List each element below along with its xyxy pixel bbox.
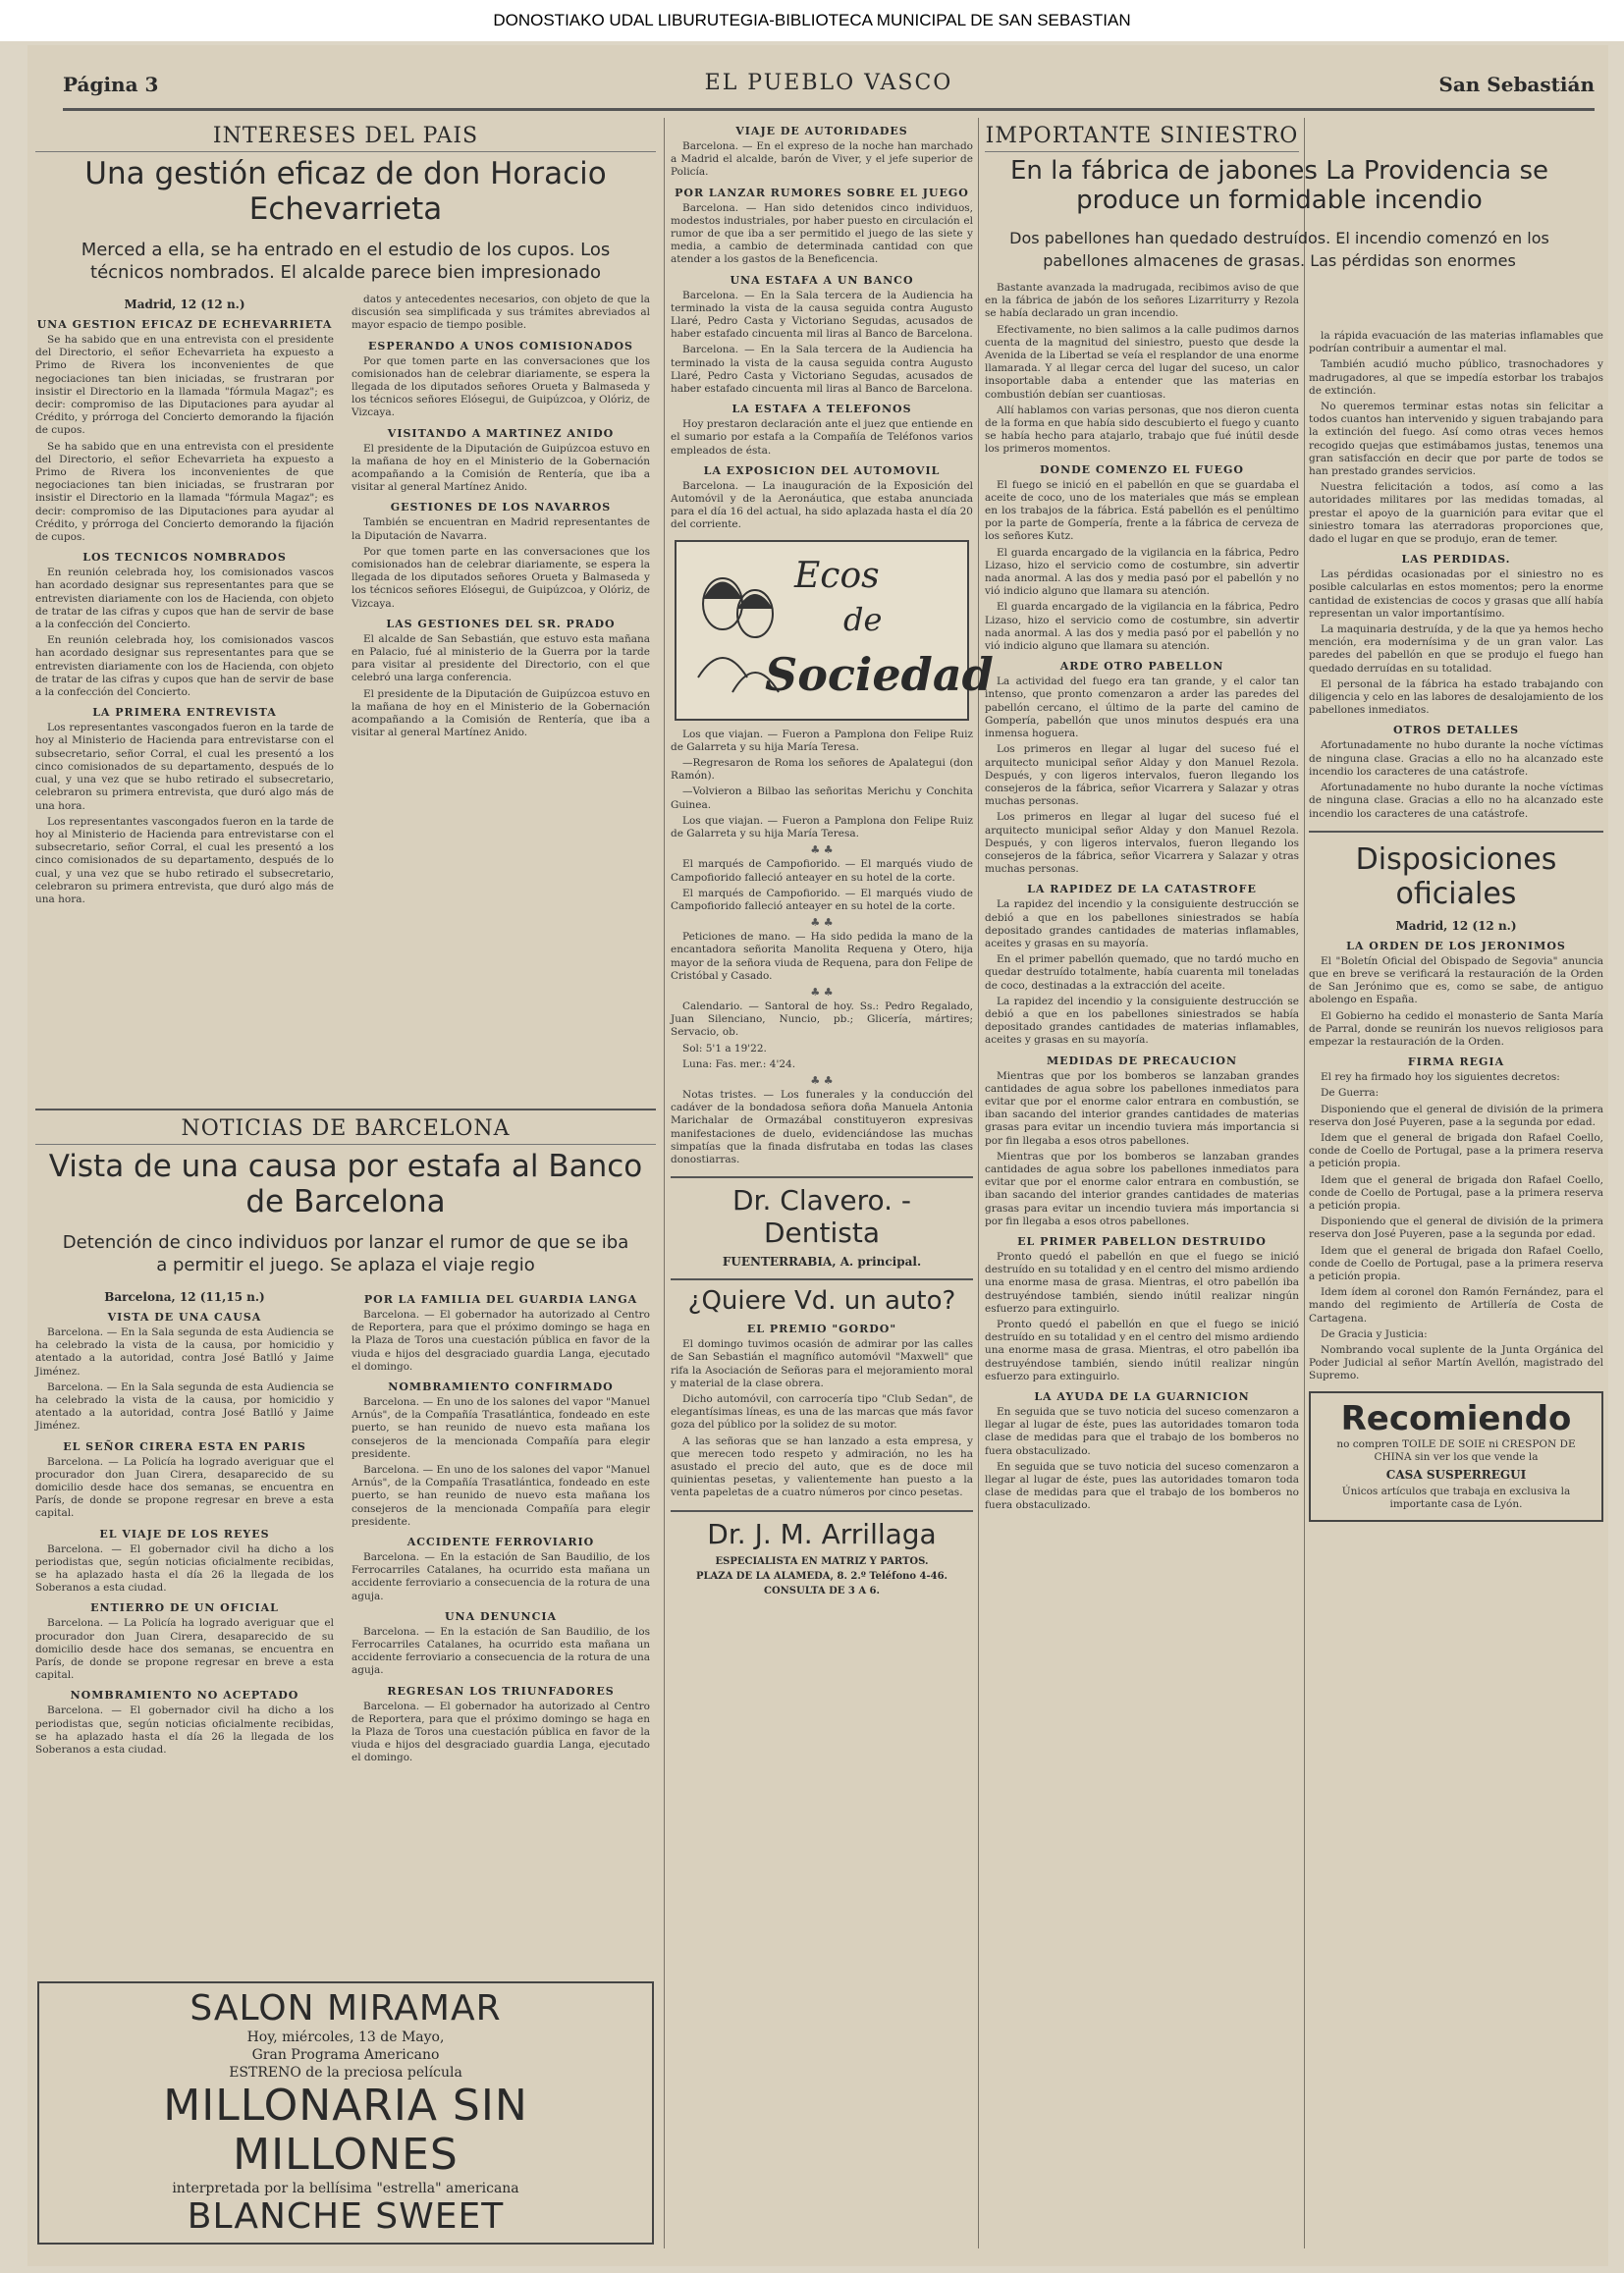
paragraph: Barcelona. — La inauguración de la Exposición del Automóvil y de la Aeronáutica, que estaba anunciada para el día 16 del actual, ha sido aplazada hasta el día 20 del corriente.	[671, 479, 973, 531]
subheading: ACCIDENTE FERROVIARIO	[406, 1536, 595, 1549]
paragraph: El presidente de la Diputación de Guipúzcoa estuvo en la mañana de hoy en el Ministerio de la Gobernación acompañando a la Comisión de Rentería, que iba a visitar al general Martínez Anido.	[352, 442, 650, 494]
paragraph: Los primeros en llegar al lugar del suceso fué el arquitecto municipal señor Alday y don Manuel Rezola. Después, y con ligeros intervalos, fueron llegando los consejeros de la fábrica, señor Vicarrera y Salazar y otras muchas personas.	[985, 811, 1299, 876]
paragraph: El Gobierno ha cedido el monasterio de Santa María de Parral, donde se reunirán los nuevos religiosos para empezar la restauración de la Orden.	[1309, 1009, 1603, 1048]
paragraph: datos y antecedentes necesarios, con objeto de que la discusión sea simplificada y sus trámites abreviados al mayor espacio de tiempo posible.	[352, 294, 650, 332]
paragraph: La maquinaria destruída, y de la que ya hemos hecho mención, era modernísima y de un gran valor. Las paredes del pabellón en que se produjo el fuego han quedado derruídas en su totalidad.	[1309, 623, 1603, 675]
section-heading: IMPORTANTE SINIESTRO	[985, 124, 1299, 152]
paragraph: El domingo tuvimos ocasión de admirar por las calles de San Sebastián el magnífico automóvil "Maxwell" que rifa la Asociación de Señoras para el mejoramiento moral y material de la clase obrera.	[671, 1338, 973, 1389]
subheading: EL PREMIO "GORDO"	[746, 1323, 897, 1336]
paragraph: Barcelona. — El gobernador civil ha dicho a los periodistas que, según noticias oficialmente recibidas, se ha aplazado hasta el día 26 la llegada de los Soberanos a esta ciudad.	[35, 1542, 334, 1595]
subheading: VIAJE DE AUTORIDADES	[735, 125, 908, 137]
section-heading: INTERESES DEL PAIS	[35, 124, 656, 152]
subheading: ARDE OTRO PABELLON	[1059, 660, 1224, 674]
paragraph: Por que tomen parte en las conversaciones que los comisionados han de celebrar diariamente, se espera la llegada de los diputados señores Orueta y Balmaseda y los técnicos señores Elósegui, de Guipúzcoa, y Olóriz, de Vizcaya.	[352, 545, 650, 610]
paragraph: Barcelona. — El gobernador civil ha dicho a los periodistas que, según noticias oficialmente recibidas, se ha aplazado hasta el día 26 la llegada de los Soberanos a esta ciudad.	[35, 1705, 334, 1757]
ad-line: no compren TOILE DE SOIE ni CRESPON DE CHINA sin ver los que vende la	[1336, 1437, 1576, 1463]
paragraph: El guarda encargado de la vigilancia en la fábrica, Pedro Lizaso, hizo el servicio como de costumbre, sin advertir nada anormal. A las dos y media pasó por el pabellón y no vió indicio alguno que llamara su atención.	[985, 601, 1299, 653]
paragraph: Los que viajan. — Fueron a Pamplona don Felipe Ruiz de Galarreta y su hija María Teresa.	[671, 814, 973, 840]
dateline: Barcelona, 12 (11,15 n.)	[104, 1290, 265, 1304]
paragraph: Hoy prestaron declaración ante el juez que entiende en el sumario por estafa a la Compañía de Teléfonos varios empleados de ésta.	[671, 418, 974, 457]
column-rule	[1304, 118, 1305, 2248]
paragraph: Afortunadamente no hubo durante la noche víctimas de ninguna clase. Gracias a ello no ha alcanzado este incendio los caracteres de una catástrofe.	[1309, 739, 1603, 778]
ad-program: Gran Programa Americano	[251, 2047, 440, 2063]
subheading: DONDE COMENZO EL FUEGO	[1039, 462, 1245, 476]
banner-text: Sociedad	[765, 647, 994, 701]
paragraph: Barcelona. — El gobernador ha autorizado al Centro de Reportera, para que el próximo domingo se haga en la Plaza de Toros una cuestación pública en favor de la viuda e hijos del desgraciado guardia Langa, ejecutado el domingo.	[352, 1309, 650, 1373]
paragraph: Mientras que por los bomberos se lanzaban grandes cantidades de agua sobre los pabellones inmediatos para evitar que por el enorme calor entrara en combustión, se iban sacando del interior grandes cantidades de materias grasas para evitar un incendio tuviera más importancia si por fin llegaba a esos otros pabellones.	[985, 1069, 1299, 1147]
subheading: LA ESTAFA A TELEFONOS	[731, 403, 912, 416]
article-deck: Merced a ella, se ha entrado en el estudio de los cupos. Los técnicos nombrados. El alcalde parece bien impresionado	[81, 240, 611, 283]
newspaper-page	[27, 45, 1608, 2266]
paragraph: Pronto quedó el pabellón en que el fuego se inició destruído en su totalidad y en el centro del mismo ardiendo una enorme masa de grasa. Mientras, el otro pabellón iba destruyéndose también, siendo inútil realizar ningún esfuerzo para extinguirlo.	[985, 1251, 1299, 1315]
subheading: UNA ESTAFA A UN BANCO	[730, 273, 914, 287]
subheading: LAS GESTIONES DEL SR. PRADO	[386, 617, 616, 630]
paragraph: Afortunadamente no hubo durante la noche víctimas de ninguna clase. Gracias a ello no ha alcanzado este incendio los caracteres de una catástrofe.	[1309, 782, 1603, 820]
ad-premiere: ESTRENO de la preciosa película	[229, 2065, 462, 2081]
article-subcolumn	[35, 1286, 334, 1759]
paragraph: Dicho automóvil, con carrocería tipo "Club Sedan", de elegantísimas líneas, es una de las marcas que más favor goza del público por la solidez de su motor.	[671, 1392, 973, 1432]
subheading: POR LA FAMILIA DEL GUARDIA LANGA	[363, 1293, 638, 1306]
ad-film-title: MILLONARIA SIN MILLONES	[163, 2081, 528, 2180]
dateline: Madrid, 12 (12 n.)	[124, 298, 245, 311]
paragraph: Disponiendo que el general de división de la primera reserva don José Puyeren, pase a la segunda por edad.	[1309, 1216, 1603, 1241]
doctor-advertisement: Dr. J. M. Arrillaga	[707, 1517, 937, 1550]
paragraph: Barcelona. — En la Sala tercera de la Audiencia ha terminado la vista de la causa seguida contra Augusto Llaré, Pedro Casta y Victoriano Segudas, acusados de haber estafado cincuenta mil liras al Banco de Barcelona.	[671, 289, 973, 341]
paragraph: Barcelona. — En la Sala segunda de esta Audiencia se ha celebrado la vista de la causa, por homicidio y atentado a la autoridad, contra José Batlló y Jaime Jiménez.	[35, 1380, 334, 1433]
ad-star: BLANCHE SWEET	[187, 2196, 505, 2237]
article-body	[35, 294, 656, 1099]
paragraph: Barcelona. — En la estación de San Baudilio, de los Ferrocarriles Catalanes, ha ocurrido esta mañana un accidente ferroviario a consecuencia de la rotura de una aguja.	[352, 1625, 650, 1677]
paragraph: Los representantes vascongados fueron en la tarde de hoy al Ministerio de Hacienda para entrevistarse con el subsecretario, señor Corral, el cual les presentó a los cinco comisionados de su departamento, después de lo cual, y una vez que se hubo retirado el subsecretario, celebraron su primera entrevista, que duró algo más de una hora.	[35, 815, 334, 905]
subheading: LA RAPIDEZ DE LA CATASTROFE	[1027, 883, 1257, 896]
paragraph: El personal de la fábrica ha estado trabajando con diligencia y celo en las labores de desalojamiento de los pabellones inmediatos.	[1309, 677, 1603, 717]
divider	[1309, 831, 1603, 833]
divider	[671, 1510, 973, 1512]
raffle-title: ¿Quiere Vd. un auto?	[687, 1286, 956, 1317]
paragraph: Se ha sabido que en una entrevista con el presidente del Directorio, el señor Echevarrieta ha expuesto a Primo de Rivera los inconvenientes de que negociaciones tan bien iniciadas, se frustraran por insistir el Directorio en la llamada "fórmula Magaz"; es decir: compromiso de las Diputaciones para ayudar al Crédito, y prórroga del Concierto demorando la fijación de cupos.	[35, 440, 334, 544]
recommendation-advertisement	[1309, 1391, 1603, 1523]
paragraph: Los representantes vascongados fueron en la tarde de hoy al Ministerio de Hacienda para entrevistarse con el subsecretario, señor Corral, el cual les presentó a los cinco comisionados de su departamento, después de lo cual, y una vez que se hubo retirado el subsecretario, celebraron su primera entrevista, que duró algo más de una hora.	[35, 722, 334, 812]
paragraph: No queremos terminar estas notas sin felicitar a todos cuantos han intervenido y siguen trabajando para la extinción del fuego. Así como otras veces hemos recogido quejas que estimábamos justas, tenemos una gran satisfacción en decir que por parte de todos se han prestado grandes servicios.	[1309, 401, 1603, 478]
subheading: EL PRIMER PABELLON DESTRUIDO	[1017, 1235, 1267, 1248]
ad-shop-name: CASA SUSPERREGUI	[1385, 1468, 1527, 1482]
paragraph: Las pérdidas ocasionadas por el siniestro no es posible calcularlas en estos momentos; pero la enorme cantidad de existencias de cocos y grasas que allí había representan un valor importantísimo.	[1309, 568, 1603, 620]
section-heading: NOTICIAS DE BARCELONA	[35, 1116, 656, 1145]
subheading: LA ORDEN DE LOS JERONIMOS	[1346, 939, 1566, 952]
paragraph: Barcelona. — En la Sala segunda de esta Audiencia se ha celebrado la vista de la causa, por homicidio y atentado a la autoridad, contra José Batlló y Jaime Jiménez.	[35, 1326, 334, 1378]
paragraph: Nombrando vocal suplente de la Junta Orgánica del Poder Judicial al señor Martín Avellón, magistrado del Supremo.	[1309, 1343, 1603, 1382]
ornament-icon: ♣ ♣	[810, 916, 834, 930]
paragraph: De Gracia y Justicia:	[1321, 1327, 1428, 1340]
subheading: LAS PERDIDAS.	[1401, 553, 1511, 567]
paragraph: Idem que el general de brigada don Rafael Coello, conde de Coello de Portugal, pase a la primera reserva a petición propia.	[1309, 1131, 1603, 1170]
newspaper-title: EL PUEBLO VASCO	[704, 71, 953, 95]
article-body	[35, 1286, 656, 1974]
paragraph: Disponiendo que el general de división de la primera reserva don José Puyeren, pase a la segunda por edad.	[1309, 1103, 1603, 1128]
paragraph: También acudió mucho público, trasnochadores y madrugadores, al que se impedía estorbar los trabajos de extinción.	[1309, 358, 1603, 397]
paragraph: Calendario. — Santoral de hoy. Ss.: Pedro Regalado, Juan Silenciano, Nuncio, pb.; Glicería, mártires; Servacio, ob.	[671, 1000, 973, 1039]
column-rule	[664, 118, 665, 2248]
paragraph: En reunión celebrada hoy, los comisionados vascos han acordado designar sus representantes para que se entrevisten diariamente con los de Hacienda, con objeto de tratar de las cifras y cupos que han de servir de base a la confección del Concierto.	[35, 634, 334, 699]
paragraph: Idem que el general de brigada don Rafael Coello, conde de Coello de Portugal, pase a la primera reserva a petición propia.	[1309, 1173, 1603, 1212]
ad-line: PLAZA DE LA ALAMEDA, 8. 2.º Teléfono 4-46.	[695, 1570, 948, 1582]
paragraph: Barcelona. — En la Sala tercera de la Audiencia ha terminado la vista de la causa seguida contra Augusto Llaré, Pedro Casta y Victoriano Segudas, acusados de haber estafado cincuenta mil liras al Banco de Barcelona.	[671, 344, 973, 396]
paragraph: De Guerra:	[1321, 1087, 1380, 1100]
divider	[671, 1278, 973, 1280]
ecos-de-sociedad-banner	[675, 540, 994, 721]
article-subcolumn	[35, 294, 334, 909]
paragraph: Por que tomen parte en las conversaciones que los comisionados han de celebrar diariamente, se espera la llegada de los diputados señores Orueta y Balmaseda y los técnicos señores Elósegui, de Guipúzcoa, y Olóriz, de Vizcaya.	[352, 354, 650, 419]
dateline: Madrid, 12 (12 n.)	[1395, 918, 1517, 933]
cinema-advertisement	[37, 1981, 654, 2245]
paragraph: También se encuentran en Madrid representantes de la Diputación de Navarra.	[352, 516, 650, 542]
paragraph: El fuego se inició en el pabellón en que se guardaba el aceite de coco, uno de los materiales que más se emplean en los trabajos de la fábrica. Está pabellón es el penúltimo por la parte de Gompería, frente a la fábrica de cerveza de los señores Kutz.	[985, 478, 1299, 543]
paragraph: Allí hablamos con varias personas, que nos dieron cuenta de la forma en que había sido descubierto el fuego y cuanto se había hecho para atajarlo, trabajo que fué inútil desde los primeros momentos.	[985, 404, 1299, 456]
paragraph: Efectivamente, no bien salimos a la calle pudimos darnos cuenta de la magnitud del siniestro, puesto que desde la Avenida de la Libertad se veía el resplandor de una enorme llamarada. Y al llegar cerca del lugar del suceso, un calor insoportable daba a entender que las materias en combustión debían ser cuantiosas.	[985, 323, 1299, 401]
subheading: LOS TECNICOS NOMBRADOS	[82, 551, 287, 565]
column-barcelona-society	[671, 118, 994, 2258]
ad-line: Únicos artículos que trabaja en exclusiva la importante casa de Lyón.	[1341, 1486, 1571, 1511]
paragraph: Bastante avanzada la madrugada, recibimos aviso de que en la fábrica de jabón de los señores Lizarriturry y Rezola se había declarado un gran incendio.	[985, 282, 1299, 320]
article-title: Una gestión eficaz de don Horacio Echevarrieta	[84, 156, 607, 227]
archive-banner: DONOSTIAKO UDAL LIBURUTEGIA-BIBLIOTECA MUNICIPAL DE SAN SEBASTIAN	[0, 0, 1624, 41]
paragraph: El guarda encargado de la vigilancia en la fábrica, Pedro Lizaso, hizo el servicio como de costumbre, sin advertir nada anormal. A las dos y media pasó por el pabellón y no vió indicio alguno que llamara su atención.	[985, 546, 1299, 598]
paragraph: Luna: Fas. mer.: 4'24.	[682, 1057, 796, 1070]
subheading: ENTIERRO DE UN OFICIAL	[90, 1601, 279, 1615]
ad-address: FUENTERRABIA, A. principal.	[722, 1255, 922, 1270]
subheading: REGRESAN LOS TRIUNFADORES	[387, 1684, 615, 1698]
paragraph: Pronto quedó el pabellón en que el fuego se inició destruído en su totalidad y en el centro del mismo ardiendo una enorme masa de grasa. Mientras, el otro pabellón iba destruyéndose también, siendo inútil realizar ningún esfuerzo para extinguirlo.	[985, 1319, 1299, 1382]
ad-interpreter: interpretada por la bellísima "estrella" americana	[172, 2181, 519, 2196]
column-rule	[978, 118, 979, 2248]
paragraph: la rápida evacuación de las materias inflamables que podrían contribuir a aumentar el mal.	[1309, 330, 1603, 355]
paragraph: El presidente de la Diputación de Guipúzcoa estuvo en la mañana de hoy en el Ministerio de la Gobernación acompañando a la Comisión de Rentería, que iba a visitar al general Martínez Anido.	[352, 687, 650, 739]
paragraph: La rapidez del incendio y la consiguiente destrucción se debió a que en los pabellones siniestrados se había depositado grandes cantidades de materias inflamables, aceites y grasas en su mayoría.	[985, 995, 1299, 1047]
ornament-icon: ♣ ♣	[810, 985, 834, 999]
paragraph: En reunión celebrada hoy, los comisionados vascos han acordado designar sus representantes para que se entrevisten diariamente con los de Hacienda, con objeto de tratar de las cifras y cupos que han de servir de base a la confección del Concierto.	[35, 567, 334, 631]
subheading: GESTIONES DE LOS NAVARROS	[390, 501, 612, 514]
subheading: MEDIDAS DE PRECAUCION	[1046, 1054, 1238, 1067]
paragraph: Barcelona. — En uno de los salones del vapor "Manuel Arnús", de la Compañía Trasatlántica, fondeado en este puerto, se han reunido de nuevo esta mañana los consejeros de la mencionada Compañía para elegir presidente.	[352, 1464, 650, 1528]
column-disposiciones	[1309, 330, 1603, 2258]
paragraph: Barcelona. — En el expreso de la noche han marchado a Madrid el alcalde, barón de Viver, y el jefe superior de Policía.	[671, 140, 973, 179]
paragraph: Mientras que por los bomberos se lanzaban grandes cantidades de agua sobre los pabellones inmediatos para evitar que por el enorme calor entrara en combustión, se iban sacando del interior grandes cantidades de materias grasas para evitar un incendio tuviera más importancia si por fin llegaba a esos otros pabellones.	[985, 1150, 1299, 1227]
ad-venue: SALON MIRAMAR	[189, 1988, 502, 2029]
paragraph: El marqués de Campofiorido. — El marqués viudo de Campofiorido falleció anteayer en su hotel de la corte.	[671, 858, 973, 884]
column-intereses	[35, 118, 656, 2258]
subheading: ESPERANDO A UNOS COMISIONADOS	[367, 339, 634, 352]
article-deck: Detención de cinco individuos por lanzar el rumor de que se iba a permitir el juego. Se aplaza el viaje regio	[62, 1232, 629, 1275]
paragraph: En seguida que se tuvo noticia del suceso comenzaron a llegar al lugar de éste, pues las autoridades tomaron toda clase de medidas para que el trabajo de los bomberos no fuera obstaculizado.	[985, 1406, 1299, 1457]
paragraph: Se ha sabido que en una entrevista con el presidente del Directorio, el señor Echevarrieta ha expuesto a Primo de Rivera los inconvenientes de que negociaciones tan bien iniciadas, se frustraran por insistir el Directorio en la llamada "fórmula Magaz"; es decir: compromiso de las Diputaciones para ayudar al Crédito, y prórroga del Concierto demorando la fijación de cupos.	[35, 334, 334, 437]
paragraph: —Regresaron de Roma los señores de Apalategui (don Ramón).	[671, 757, 973, 783]
subheading: POR LANZAR RUMORES SOBRE EL JUEGO	[675, 186, 969, 199]
paragraph: En seguida que se tuvo noticia del suceso comenzaron a llegar al lugar de éste, pues las autoridades tomaron toda clase de medidas para que el trabajo de los bomberos no fuera obstaculizado.	[985, 1460, 1299, 1512]
paragraph: Notas tristes. — Los funerales y la conducción del cadáver de la bondadosa señora doña Manuela Antonia Marichalar de Ormazábal constituyeron expresivas manifestaciones de duelo, evidenciándose las muchas simpatías que la finada disfrutaba en todas las clases donostiarras.	[671, 1088, 973, 1165]
paragraph: Barcelona. — La Policía ha logrado averiguar que el procurador don Juan Cirera, desaparecido de su domicilio desde hace dos semanas, se encuentra en París, de donde se propone regresar en breve a esta capital.	[35, 1455, 334, 1520]
ad-line: CONSULTA DE 3 A 6.	[764, 1585, 880, 1597]
subheading: VISTA DE UNA CAUSA	[107, 1311, 262, 1324]
paragraph: Idem que el general de brigada don Rafael Coello, conde de Coello de Portugal, pase a la primera reserva a petición propia.	[1309, 1244, 1603, 1282]
paragraph: Barcelona. — En la estación de San Baudilio, de los Ferrocarriles Catalanes, ha ocurrido esta mañana un accidente ferroviario a consecuencia de la rotura de una aguja.	[352, 1551, 650, 1602]
paragraph: A las señoras que se han lanzado a esta empresa, y que merecen todo respeto y admiración, no les ha asustado el precio del auto, que es de doce mil quinientas pesetas, y valientemente han puesto a la venta papeletas de a cuatro números por cinco pesetas.	[671, 1434, 973, 1499]
subheading: LA EXPOSICION DEL AUTOMOVIL	[703, 463, 941, 477]
paragraph: Barcelona. — En uno de los salones del vapor "Manuel Arnús", de la Compañía Trasatlántica, fondeado en este puerto, se han reunido de nuevo esta mañana los consejeros de la mencionada Compañía para elegir presidente.	[352, 1396, 650, 1460]
paragraph: El "Boletín Oficial del Obispado de Segovia" anuncia que en breve se verificará la restauración de la Orden de San Jerónimo que es, como se sabe, de antiguo abolengo en España.	[1309, 954, 1603, 1006]
paragraph: Los primeros en llegar al lugar del suceso fué el arquitecto municipal señor Alday y don Manuel Rezola. Después, y con ligeros intervalos, fueron llegando los consejeros de la fábrica, señor Vicarrera y Salazar y otras muchas personas.	[985, 743, 1299, 808]
subheading: FIRMA REGIA	[1407, 1055, 1505, 1069]
subheading: LA PRIMERA ENTREVISTA	[92, 706, 277, 720]
subheading: NOMBRAMIENTO CONFIRMADO	[388, 1380, 614, 1394]
subheading: EL SEÑOR CIRERA ESTA EN PARIS	[63, 1439, 306, 1453]
subheading: EL VIAJE DE LOS REYES	[99, 1527, 270, 1541]
divider	[35, 1109, 656, 1110]
article-title: Vista de una causa por estafa al Banco de Barcelona	[48, 1149, 643, 1219]
city-name: San Sebastián	[1438, 73, 1595, 96]
ad-date: Hoy, miércoles, 13 de Mayo,	[246, 2029, 445, 2045]
article-subcolumn	[352, 294, 650, 742]
paragraph: Sol: 5'1 a 19'22.	[682, 1042, 767, 1055]
subheading: UNA GESTION EFICAZ DE ECHEVARRIETA	[36, 318, 333, 331]
paragraph: Peticiones de mano. — Ha sido pedida la mano de la encantadora señorita Manolita Requena y Otero, hija mayor de la señora viuda de Requena, para don Felipe de Cristóbal y Casado.	[671, 931, 973, 982]
banner-text: Ecos	[794, 555, 880, 596]
divider	[671, 1176, 973, 1178]
ad-title: Recomiendo	[1340, 1398, 1572, 1438]
paragraph: Idem ídem al coronel don Ramón Fernández, para el mando del regimiento de Artillería de Costa de Cartagena.	[1309, 1286, 1603, 1325]
paragraph: El marqués de Campofiorido. — El marqués viudo de Campofiorido falleció anteayer en su hotel de la corte.	[671, 887, 973, 912]
article-subcolumn	[352, 1286, 650, 1768]
paragraph: El rey ha firmado hoy los siguientes decretos:	[1321, 1071, 1560, 1084]
ad-line: ESPECIALISTA EN MATRIZ Y PARTOS.	[715, 1555, 929, 1567]
paragraph: La rapidez del incendio y la consiguiente destrucción se debió a que en los pabellones siniestrados se había depositado grandes cantidades de materias inflamables, aceites y grasas en su mayoría.	[985, 898, 1299, 949]
paragraph: Los que viajan. — Fueron a Pamplona don Felipe Ruiz de Galarreta y su hija María Teresa.	[671, 728, 973, 753]
ornament-icon: ♣ ♣	[810, 843, 834, 857]
page-number: Página 3	[63, 73, 159, 96]
masthead	[63, 69, 1595, 111]
banner-text: de	[843, 600, 883, 638]
subheading: NOMBRAMIENTO NO ACEPTADO	[70, 1689, 299, 1703]
subheading: LA AYUDA DE LA GUARNICION	[1034, 1390, 1250, 1404]
ornament-icon: ♣ ♣	[810, 1073, 834, 1087]
dentist-advertisement: Dr. Clavero. - Dentista	[731, 1184, 912, 1250]
subheading: UNA DENUNCIA	[444, 1609, 558, 1623]
paragraph: Barcelona. — El gobernador ha autorizado al Centro de Reportera, para que el próximo domingo se haga en la Plaza de Toros una cuestación pública en favor de la viuda e hijos del desgraciado guardia Langa, ejecutado el domingo.	[352, 1700, 650, 1764]
subheading: OTROS DETALLES	[1392, 724, 1520, 737]
paragraph: En el primer pabellón quemado, que no tardó mucho en quedar destruído totalmente, había cuarenta mil toneladas de coco, destinadas a la extracción del aceite.	[985, 953, 1299, 992]
paragraph: Barcelona. — La Policía ha logrado averiguar que el procurador don Juan Cirera, desaparecido de su domicilio desde hace dos semanas, se encuentra en París, de donde se propone regresar en breve a esta capital.	[35, 1617, 334, 1682]
article-deck: Dos pabellones han quedado destruídos. El incendio comenzó en los pabellones almacenes de grasas. Las pérdidas son enormes	[1009, 229, 1549, 270]
subheading: VISITANDO A MARTINEZ ANIDO	[387, 426, 615, 440]
paragraph: El alcalde de San Sebastián, que estuvo esta mañana en Palacio, fué al ministerio de la Guerra por la tarde para visitar al presidente del Directorio, con el que celebró una larga conferencia.	[352, 632, 650, 684]
section-title: Disposiciones oficiales	[1355, 841, 1557, 911]
article-title: En la fábrica de jabones La Providencia se produce un formidable incendio	[1010, 156, 1548, 215]
paragraph: La actividad del fuego era tan grande, y el calor tan intenso, que pronto comenzaron a arder las paredes del pabellón cercano, el último de la parte del camino de Gompería, pabellón que unos minutos después era una inmensa hoguera.	[985, 676, 1299, 740]
paragraph: —Volvieron a Bilbao las señoritas Merichu y Conchita Guinea.	[671, 785, 973, 811]
paragraph: Nuestra felicitación a todos, así como a las autoridades militares por las medidas tomadas, al prestar el apoyo de la guarnición para evitar que el siniestro tomara las aterradoras proporciones que, dado el lugar en que se produjo, eran de temer.	[1309, 481, 1603, 546]
paragraph: Barcelona. — Han sido detenidos cinco individuos, modestos industriales, por haber puesto en circulación el rumor de que iba a ser permitido el juego de las siete y media, a cambio de determinada cantidad con que atender a los gastos de la Beneficencia.	[671, 201, 973, 266]
